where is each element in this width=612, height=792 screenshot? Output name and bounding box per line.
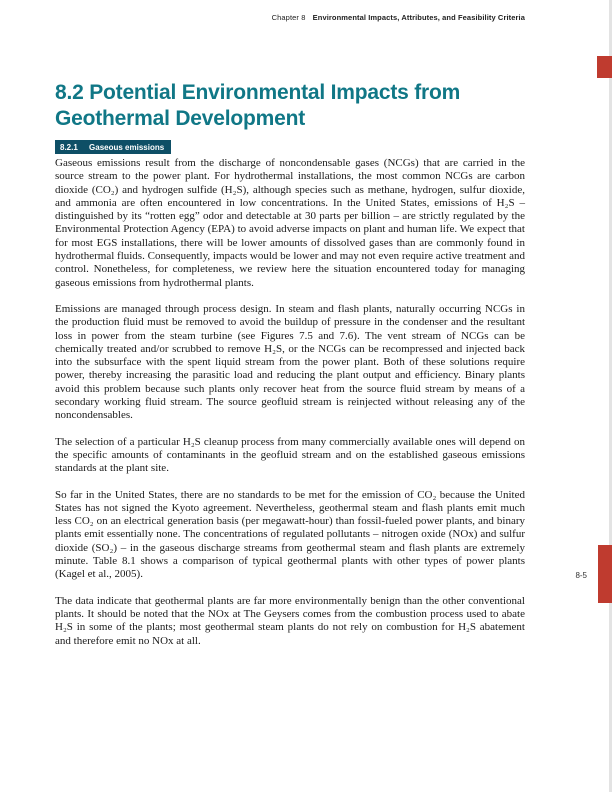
section-number: 8.2.1: [60, 142, 78, 152]
chapter-title: Environmental Impacts, Attributes, and Feasibility Criteria: [312, 13, 525, 22]
body-paragraph: The data indicate that geothermal plants are far more environmentally benign than the other conventional plants. It should be noted that the NOx at The Geysers comes from the combustion process used to abate H₂S in some of the plants; most geothermal steam plants do not rely on combustion for H₂S abatement and therefore emit no NOx at all.: [55, 594, 525, 647]
section-label: Gaseous emissions: [89, 142, 165, 152]
body-text-block: [55, 157, 525, 661]
body-paragraph: Emissions are managed through process design. In steam and flash plants, naturally occurring NCGs in the production fluid must be removed to avoid the buildup of pressure in the condenser and the resultant loss in power from the steam turbine (see Figures 7.5 and 7.6). The vent stream of NCGs can be chemically treated and/or scrubbed to remove H₂S, or the NCGs can be recompressed and injected back into the subsurface with the spent liquid stream from the power plant. Both of these solutions require power, thereby increasing the parasitic load and reducing the plant output and efficiency. Binary plants avoid this problem because such plants only recover heat from the source fluid stream by means of a secondary working fluid stream. The source geofluid stream is reinjected without releasing any of the noncondensables.: [55, 302, 525, 422]
running-header: [272, 13, 525, 22]
body-paragraph: The selection of a particular H₂S cleanup process from many commercially available ones will depend on the specific amounts of contaminants in the geofluid stream and on the established gaseous emissions standards at the plant site.: [55, 435, 525, 475]
chapter-edge-tab-top: [597, 56, 612, 78]
chapter-label: Chapter 8: [271, 13, 306, 22]
section-heading-badge: [55, 140, 171, 154]
body-paragraph: So far in the United States, there are no standards to be met for the emission of CO₂ because the United States has not signed the Kyoto agreement. Nevertheless, geothermal steam and flash plants emit much less CO₂ on an electrical generation basis (per megawatt-hour) than fossil-fueled power plants, and binary plants emit essentially none. The concentrations of regulated pollutants – nitrogen oxide (NOx) and sulfur dioxide (SO₂) – in the gaseous discharge streams from geothermal steam and flash plants are extremely minute. Table 8.1 shows a comparison of typical geothermal plants with other types of power plants (Kagel et al., 2005).: [55, 488, 525, 581]
page-title: 8.2 Potential Environmental Impacts from Geothermal Development: [55, 81, 461, 130]
page-number: 8-5: [575, 571, 587, 580]
chapter-edge-tab-side: [598, 545, 612, 603]
body-paragraph: Gaseous emissions result from the discharge of noncondensable gases (NCGs) that are carried in the source stream to the power plant. For hydrothermal installations, the most common NCGs are carbon dioxide (CO₂) and hydrogen sulfide (H₂S), although species such as methane, hydrogen, sulfur dioxide, and ammonia are often encountered in low concentrations. In the United States, emissions of H₂S – distinguished by its “rotten egg” odor and detectable at 30 parts per billion – are strictly regulated by the Environmental Protection Agency (EPA) to avoid adverse impacts on plant and human life. We expect that for most EGS installations, there will be lower amounts of dissolved gases than are commonly found in hydrothermal fluids. Consequently, impacts would be lower and may not even require active treatment and control. Nonetheless, for completeness, we review here the situation encountered today for managing gaseous emissions from hydrothermal plants.: [55, 157, 525, 289]
